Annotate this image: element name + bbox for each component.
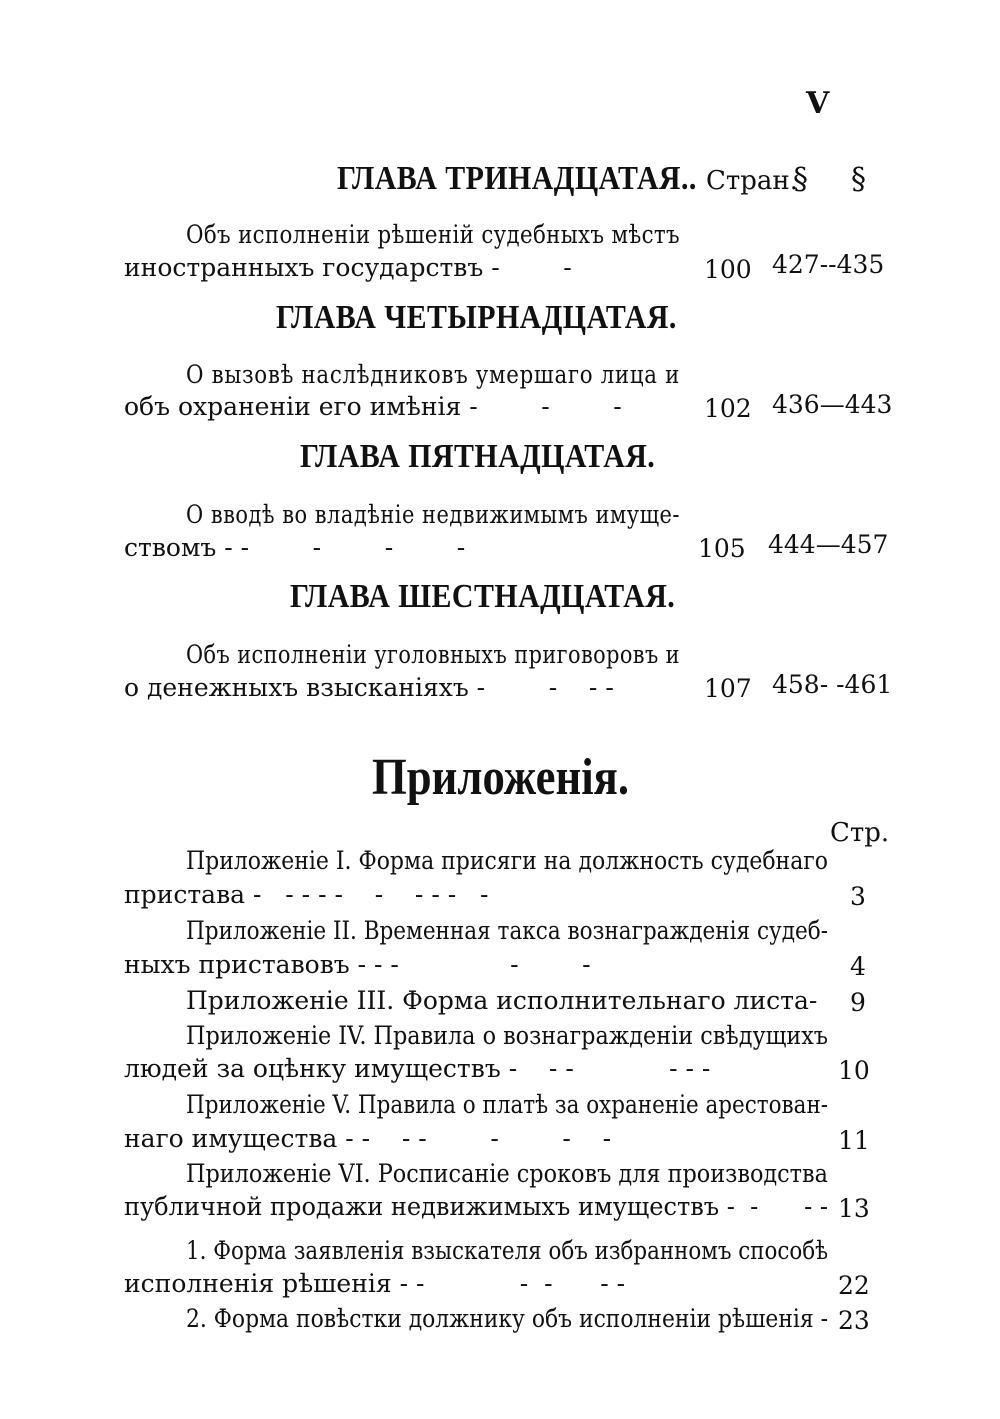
chapter-15-sections: 444—457 — [768, 530, 889, 559]
form-2-page: 23 — [838, 1306, 870, 1335]
page-column-header: Стран. — [706, 166, 799, 196]
chapter-14-page: 102 — [704, 394, 752, 423]
appendix-3-page: 9 — [850, 988, 866, 1017]
form-2-line-1: 2. Форма повѣстки должнику объ исполненіи рѣшенія - — [186, 1304, 829, 1333]
page-number: V — [806, 86, 830, 121]
form-1-line-2: исполненія рѣшенія - - - - - - — [124, 1269, 626, 1298]
appendix-4-page: 10 — [838, 1056, 870, 1085]
appendix-4-line-2: людей за оцѣнку имуществъ - - - - - - — [124, 1054, 711, 1083]
appendix-1-line-2: пристава - - - - - - - - - - — [124, 880, 489, 909]
chapter-14-sections: 436—443 — [772, 390, 893, 419]
chapter-16-page: 107 — [704, 674, 752, 703]
appendix-5-line-2: наго имущества - - - - - - - — [124, 1124, 612, 1153]
chapter-15-line-2: ствомъ - - - - - — [124, 533, 466, 562]
appendix-2-line-1: Приложеніе II. Временная такса вознагражденія судеб- — [186, 916, 828, 945]
chapter-13-line-1: Объ исполненіи рѣшеній судебныхъ мѣстъ — [186, 220, 680, 249]
appendix-5-page: 11 — [838, 1126, 870, 1155]
appendix-2-line-2: ныхъ приставовъ - - - - - — [124, 950, 591, 979]
chapter-15-page: 105 — [698, 534, 746, 563]
chapter-title-13: ГЛАВА ТРИНАДЦАТАЯ.. — [337, 160, 697, 197]
appendix-1-line-1: Приложеніе I. Форма присяги на должность судебнаго — [186, 846, 829, 875]
chapter-16-sections: 458- -461 — [772, 670, 893, 699]
appendix-1-page: 3 — [850, 882, 866, 911]
chapter-16-line-2: о денежныхъ взысканіяхъ - - - - — [124, 673, 614, 702]
appendix-5-line-1: Приложеніе V. Правила о платѣ за охраненіе арестован- — [186, 1090, 829, 1119]
appendices-title: Приложенія. — [372, 749, 630, 806]
appendix-6-line-2: публичной продажи недвижимыхъ имуществъ - - - - — [124, 1192, 829, 1221]
chapter-13-page: 100 — [704, 255, 752, 284]
appendix-4-line-1: Приложеніе IV. Правила о вознагражденіи свѣдущихъ — [186, 1021, 829, 1050]
chapter-14-line-2: объ охраненіи его имѣнія - - - — [124, 392, 622, 421]
appendix-2-page: 4 — [850, 952, 866, 981]
appendices-page-column-header: Стр. — [830, 818, 890, 848]
chapter-title-14: ГЛАВА ЧЕТЫРНАДЦАТАЯ. — [276, 299, 677, 336]
chapter-title-15: ГЛАВА ПЯТНАДЦАТАЯ. — [300, 438, 656, 475]
chapter-title-16: ГЛАВА ШЕСТНАДЦАТАЯ. — [290, 578, 676, 615]
appendix-6-line-1: Приложеніе VI. Росписаніе сроковъ для производства — [186, 1159, 828, 1188]
chapter-16-line-1: Объ исполненіи уголовныхъ приговоровъ и — [186, 640, 680, 669]
chapter-13-sections: 427--435 — [772, 250, 885, 279]
form-1-page: 22 — [838, 1271, 870, 1300]
appendix-6-page: 13 — [838, 1194, 870, 1223]
form-1-line-1: 1. Форма заявленія взыскателя объ избранномъ способѣ — [186, 1236, 828, 1265]
appendix-3-line-1: Приложеніе III. Форма исполнительнаго листа- — [186, 986, 818, 1015]
section-column-header-2: § — [851, 162, 866, 197]
chapter-15-line-1: О вводѣ во владѣніе недвижимымъ имуще- — [186, 500, 681, 529]
chapter-14-line-1: О вызовѣ наслѣдниковъ умершаго лица и — [186, 360, 680, 389]
section-column-header-1: § — [793, 162, 808, 197]
chapter-13-line-2: иностранныхъ государствъ - - — [124, 253, 572, 282]
